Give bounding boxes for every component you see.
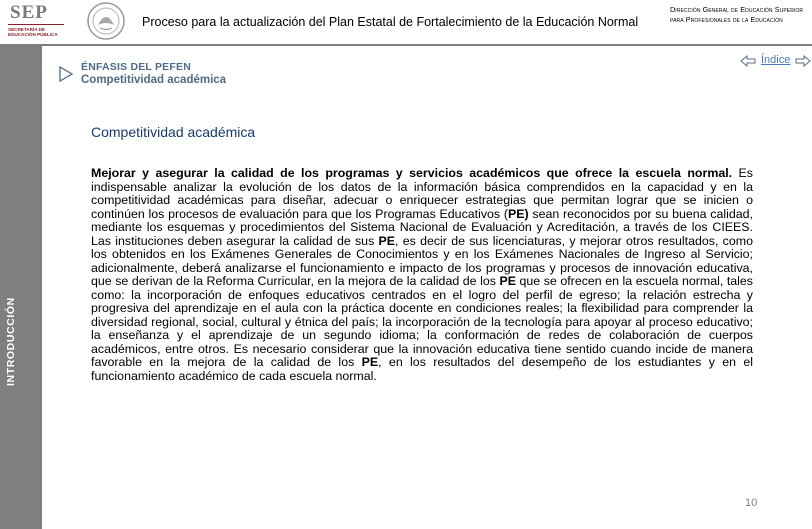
- paragraph-text-5: , en los resultados del desempeño de los estudiantes y en el funcionamiento académico de cada escuela normal.: [91, 355, 753, 383]
- sep-logo-rule: [8, 24, 64, 25]
- sidebar-section-label: INTRODUCCIÓN: [5, 297, 17, 386]
- content-heading: Competitividad académica: [91, 124, 256, 140]
- next-arrow-icon[interactable]: [795, 55, 811, 67]
- section-subtitle: Competitividad académica: [81, 74, 227, 86]
- lead-statement: Mejorar y asegurar la calidad de los programas y servicios académicos que ofrece la escuela normal.: [91, 166, 733, 180]
- pe-acronym: PE: [499, 274, 516, 288]
- previous-arrow-icon[interactable]: [740, 55, 756, 67]
- play-arrow-icon: [58, 66, 74, 82]
- sep-logo-subtext: SECRETARÍA DE EDUCACIÓN PÚBLICA: [8, 27, 58, 38]
- paragraph-text-1: Es indispensable analizar la evolución de los datos de la información básica comprendidos en la capacidad y en la competitividad académicas para diseñar, adecuar o enriquecer estrategias que permitan lograr que se inicien o continúen los procesos de evaluación para que los Programas Educativos (: [91, 166, 754, 221]
- pe-acronym: PE: [378, 233, 396, 248]
- document-title: Proceso para la actualización del Plan Estatal de Fortalecimiento de la Educación Normal: [142, 15, 639, 29]
- national-seal-icon: [86, 1, 126, 41]
- paragraph-text-4: que se ofrecen en la escuela normal, tales como: la incorporación de enfoques educativos centrados en el logro del perfil de egreso; la relación estrecha y progresiva del aprendizaje en el aula con la práctica docente en condiciones reales; la flexibilidad para comprender la diversidad regional, social, cultural y étnica del país; la incorporación de la tecnología para apoyar al proceso educativo; la enseñanza y el aprendizaje de un segundo idioma; la conformación de redes de colaboración de cuerpos académicos, entre otros. Es necesario considerar que la innovación educativa tiene sentido cuando incide de manera favorable en la mejora de la calidad de los: [91, 274, 753, 369]
- page-header: [0, 0, 812, 44]
- agency-name: Dirección General de Educación Superior para Profesionales de la Educación: [670, 5, 804, 24]
- paragraph-text-2: sean reconocidos por su buena calidad, mediante los esquemas y procedimientos del Sistema Nacional de Evaluación y Acreditación, a través de los CIEES. Las instituciones deben asegurar la calidad de sus: [91, 206, 753, 248]
- sep-logo-text: SEP: [10, 2, 48, 23]
- side-bar: [0, 46, 42, 529]
- pe-acronym: PE): [508, 206, 529, 221]
- header-divider: [0, 44, 812, 46]
- pe-acronym: PE: [361, 355, 379, 369]
- section-title: ÉNFASIS DEL PEFEN: [81, 61, 191, 73]
- content-paragraph: [91, 167, 753, 383]
- page-number: 10: [745, 497, 758, 509]
- sep-logo: [6, 2, 68, 42]
- paragraph-text-3: , es decir de sus licenciaturas, y mejorar otros resultados, como los obtenidos en los Exámenes Generales de Conocimientos y en los Exámenes Nacionales de Ingreso al Servicio; adicionalmente, deberá analizarse el funcionamiento e impacto de los programas y procesos de innovación educativa, que se derivan de la Reforma Curricular, en la mejora de la calidad de los: [91, 233, 753, 288]
- index-link[interactable]: Índice: [761, 54, 791, 66]
